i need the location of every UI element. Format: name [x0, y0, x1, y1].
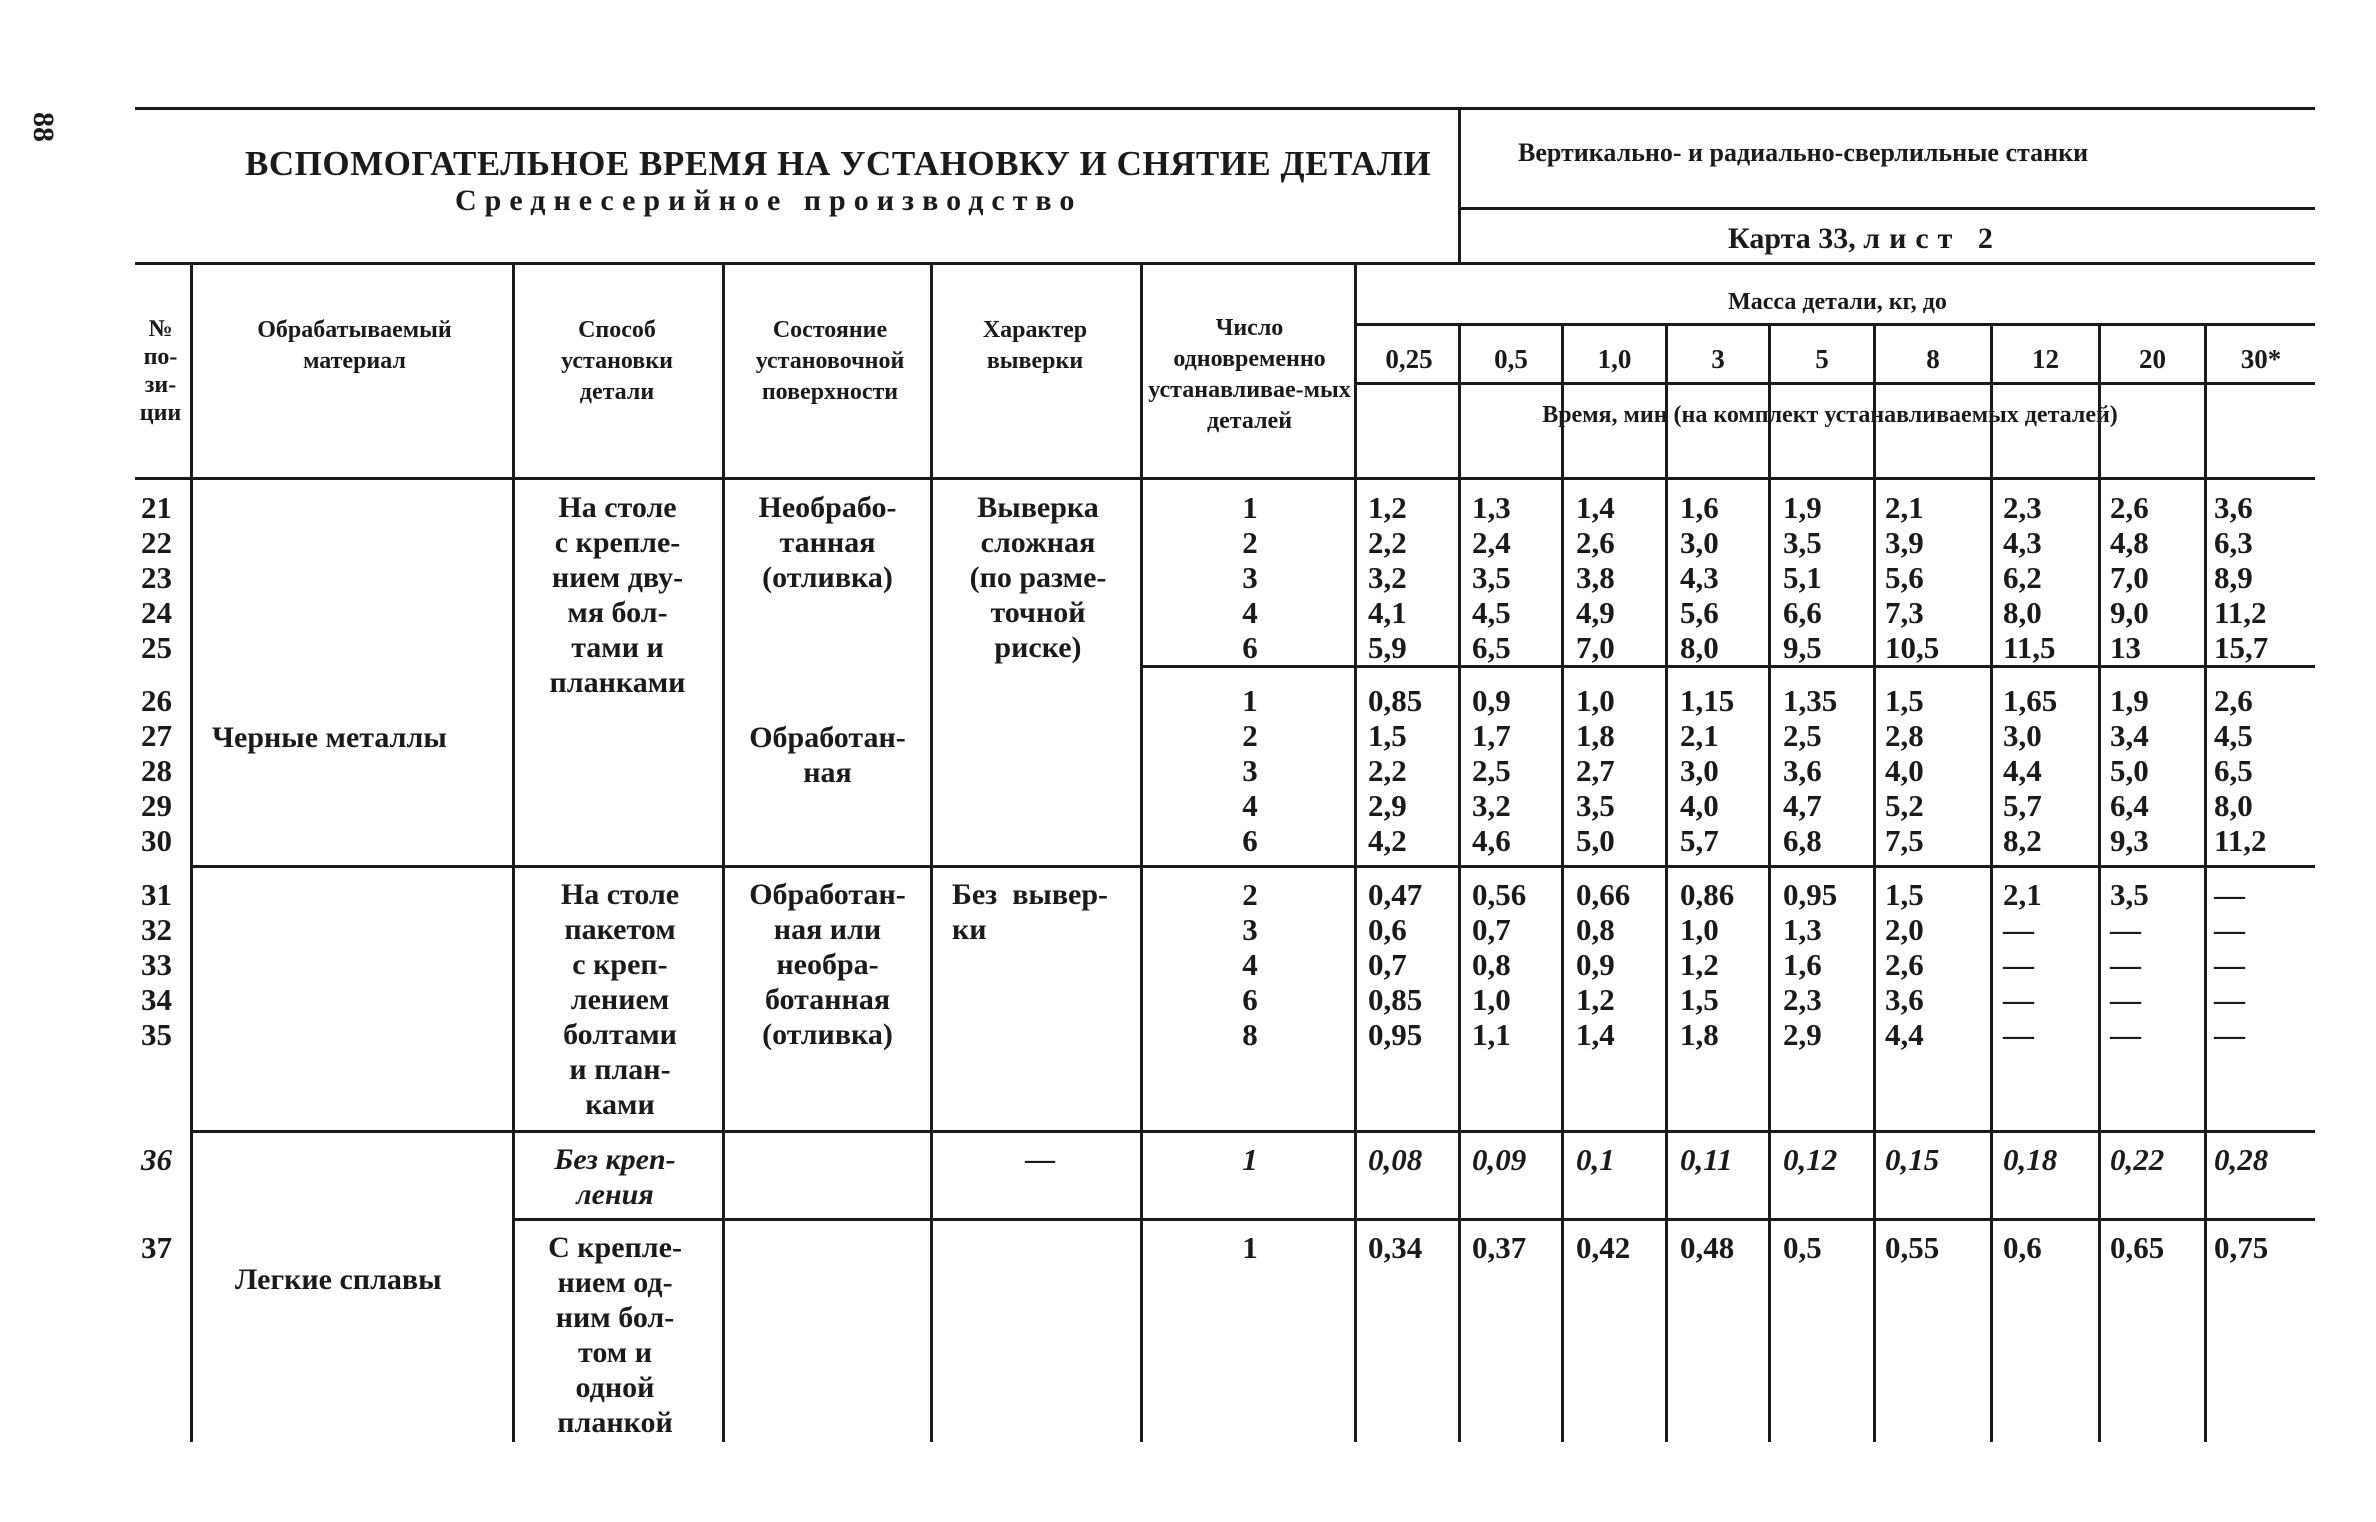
time-values-col-5: 0,95 1,3 1,6 2,3 2,9 [1783, 877, 1838, 1052]
table-top-rule [135, 262, 2315, 265]
surface-either: Обработан- ная или необра- ботанная (отливка) [749, 878, 906, 1051]
time-values-col-1: 0,34 [1368, 1230, 1423, 1265]
col-mass-6-right [1990, 323, 1993, 1442]
time-values-col-2: 0,37 [1472, 1230, 1527, 1265]
time-values-col-6: 1,5 2,0 2,6 3,6 4,4 [1885, 877, 1924, 1052]
mass-col-1: 0,25 [1385, 344, 1433, 374]
piece-counts: 1 [1242, 1230, 1258, 1265]
card-label [1728, 224, 2002, 254]
title-divider [1458, 107, 1461, 262]
time-values-col-1: 1,2 2,2 3,2 4,1 5,9 [1368, 490, 1407, 665]
mounting-no-fixing: Без креп- ления [554, 1143, 676, 1211]
time-values-col-5: 1,35 2,5 3,6 4,7 6,8 [1783, 683, 1838, 858]
time-values-col-9: 0,28 [2214, 1142, 2269, 1177]
mounting-one-bolt: С крепле- нием од- ним бол- том и одной планкой [548, 1231, 682, 1439]
rule-36-37 [512, 1218, 2315, 1221]
col-alignment-right [1140, 262, 1143, 1442]
time-values-col-9: 3,6 6,3 8,9 11,2 15,7 [2214, 490, 2269, 665]
time-values-col-6: 2,1 3,9 5,6 7,3 10,5 [1885, 490, 1940, 665]
time-values-col-8: 3,5 — — — — [2110, 877, 2149, 1052]
header-alignment: Характер выверки [982, 317, 1088, 374]
time-values-col-3: 0,42 [1576, 1230, 1631, 1265]
time-values-col-1: 0,85 1,5 2,2 2,9 4,2 [1368, 683, 1423, 858]
col-mounting-right [722, 262, 725, 1442]
time-values-col-4: 0,11 [1680, 1142, 1733, 1177]
header-count: Число одновременно устанавливае-мых деталей [1148, 315, 1351, 434]
time-values-col-8: 0,65 [2110, 1230, 2165, 1265]
header-bottom-rule [135, 477, 2315, 480]
time-values-col-4: 0,48 [1680, 1230, 1735, 1265]
time-values-col-4: 0,86 1,0 1,2 1,5 1,8 [1680, 877, 1735, 1052]
time-values-col-2: 1,3 2,4 3,5 4,5 6,5 [1472, 490, 1511, 665]
col-mass-8-right [2204, 323, 2207, 1442]
col-count-right [1354, 262, 1357, 1442]
time-values-col-3: 0,1 [1576, 1142, 1615, 1177]
time-values-col-3: 1,4 2,6 3,8 4,9 7,0 [1576, 490, 1615, 665]
time-values-col-6: 0,55 [1885, 1230, 1940, 1265]
time-values-col-4: 1,6 3,0 4,3 5,6 8,0 [1680, 490, 1719, 665]
time-values-col-8: 0,22 [2110, 1142, 2165, 1177]
header-mass: Масса детали, кг, до [1728, 289, 1947, 315]
piece-counts: 2 3 4 6 8 [1242, 877, 1258, 1052]
col-mass-7-right [2098, 323, 2101, 1442]
time-values-col-4: 1,15 2,1 3,0 4,0 5,7 [1680, 683, 1735, 858]
header-position: № по-зи-ции [139, 316, 182, 426]
time-values-col-8: 2,6 4,8 7,0 9,0 13 [2110, 490, 2149, 665]
material-light-alloys: Легкие сплавы [235, 1263, 442, 1296]
mass-col-9: 30* [2240, 344, 2282, 374]
mass-col-8: 20 [2139, 344, 2166, 374]
machine-type: Вертикально- и радиально-сверлильные станки [1518, 138, 2089, 167]
position-numbers: 26 27 28 29 30 [141, 683, 172, 858]
time-values-col-1: 0,47 0,6 0,7 0,85 0,95 [1368, 877, 1423, 1052]
piece-counts: 1 2 3 4 6 [1242, 683, 1258, 858]
position-numbers: 37 [141, 1230, 172, 1265]
time-values-col-5: 0,12 [1783, 1142, 1838, 1177]
time-values-col-9: — — — — — [2214, 877, 2245, 1052]
time-values-col-6: 0,15 [1885, 1142, 1940, 1177]
col-material-right [512, 262, 515, 1442]
alignment-none: Без вывер- ки [952, 878, 1109, 946]
surface-unmachined: Необрабо- танная (отливка) [758, 491, 897, 594]
card-number: Карта 33, [1728, 222, 1856, 255]
time-values-col-2: 0,56 0,7 0,8 1,0 1,1 [1472, 877, 1527, 1052]
time-values-col-6: 1,5 2,8 4,0 5,2 7,5 [1885, 683, 1924, 858]
mass-col-4: 3 [1711, 344, 1725, 374]
position-numbers: 31 32 33 34 35 [141, 877, 172, 1052]
page-title: ВСПОМОГАТЕЛЬНОЕ ВРЕМЯ НА УСТАНОВКУ И СНЯТИЕ ДЕТАЛИ [245, 144, 1432, 183]
time-values-col-2: 0,9 1,7 2,5 3,2 4,6 [1472, 683, 1511, 858]
alignment-dash: — [1025, 1143, 1055, 1176]
mass-col-2: 0,5 [1494, 344, 1528, 374]
header-material: Обрабатываемый материал [257, 317, 452, 374]
page-subtitle: Среднесерийное производство [455, 184, 1083, 217]
time-values-col-9: 2,6 4,5 6,5 8,0 11,2 [2214, 683, 2267, 858]
mass-col-3: 1,0 [1597, 344, 1632, 374]
col-mass-2-right [1561, 323, 1564, 1442]
position-numbers: 21 22 23 24 25 [141, 490, 172, 665]
col-mass-3-right [1665, 323, 1668, 1442]
surface-machined: Обработан- ная [749, 721, 906, 789]
piece-counts: 1 2 3 4 6 [1242, 490, 1258, 665]
card-sheet: лист 2 [1863, 222, 2002, 255]
time-values-col-2: 0,09 [1472, 1142, 1527, 1177]
header-mounting: Способ установки детали [561, 317, 673, 405]
col-mass-1-right [1458, 323, 1461, 1442]
rule-25-26 [1143, 665, 2315, 668]
time-values-col-5: 0,5 [1783, 1230, 1822, 1265]
col-mass-5-right [1873, 323, 1876, 1442]
mass-col-7: 12 [2032, 344, 2059, 374]
mounting-table-package: На столе пакетом с креп- лением болтами и план- ками [560, 878, 680, 1121]
time-values-col-3: 1,0 1,8 2,7 3,5 5,0 [1576, 683, 1615, 858]
header-time: Время, мин (на комплект устанавливаемых деталей) [1542, 402, 2118, 428]
mass-col-6: 8 [1926, 344, 1940, 374]
time-values-col-7: 0,6 [2003, 1230, 2042, 1265]
machine-type-rule [1458, 207, 2315, 210]
piece-counts: 1 [1242, 1142, 1258, 1177]
page-number: 88 [27, 112, 60, 142]
alignment-complex: Выверка сложная (по разме- точной риске) [969, 491, 1107, 664]
time-values-col-7: 0,18 [2003, 1142, 2058, 1177]
position-numbers: 36 [141, 1142, 172, 1177]
col-mass-4-right [1768, 323, 1771, 1442]
time-values-col-9: 0,75 [2214, 1230, 2269, 1265]
time-values-col-7: 2,1 — — — — [2003, 877, 2042, 1052]
time-values-col-3: 0,66 0,8 0,9 1,2 1,4 [1576, 877, 1631, 1052]
material-ferrous: Черные металлы [212, 721, 447, 754]
mounting-table-two-bolts: На столе с крепле- нием дву- мя бол- тами и планками [549, 491, 686, 699]
time-values-col-1: 0,08 [1368, 1142, 1423, 1177]
time-values-col-8: 1,9 3,4 5,0 6,4 9,3 [2110, 683, 2149, 858]
mass-values-rule [1357, 382, 2315, 385]
header-surface: Состояние установочной поверхности [755, 317, 905, 405]
mass-col-5: 5 [1815, 344, 1829, 374]
time-values-col-5: 1,9 3,5 5,1 6,6 9,5 [1783, 490, 1822, 665]
top-rule [135, 107, 2315, 110]
mass-row-rule [1357, 323, 2315, 326]
time-values-col-7: 2,3 4,3 6,2 8,0 11,5 [2003, 490, 2056, 665]
col-surface-right [930, 262, 933, 1442]
time-values-col-7: 1,65 3,0 4,4 5,7 8,2 [2003, 683, 2058, 858]
col-position-left [190, 262, 193, 1442]
